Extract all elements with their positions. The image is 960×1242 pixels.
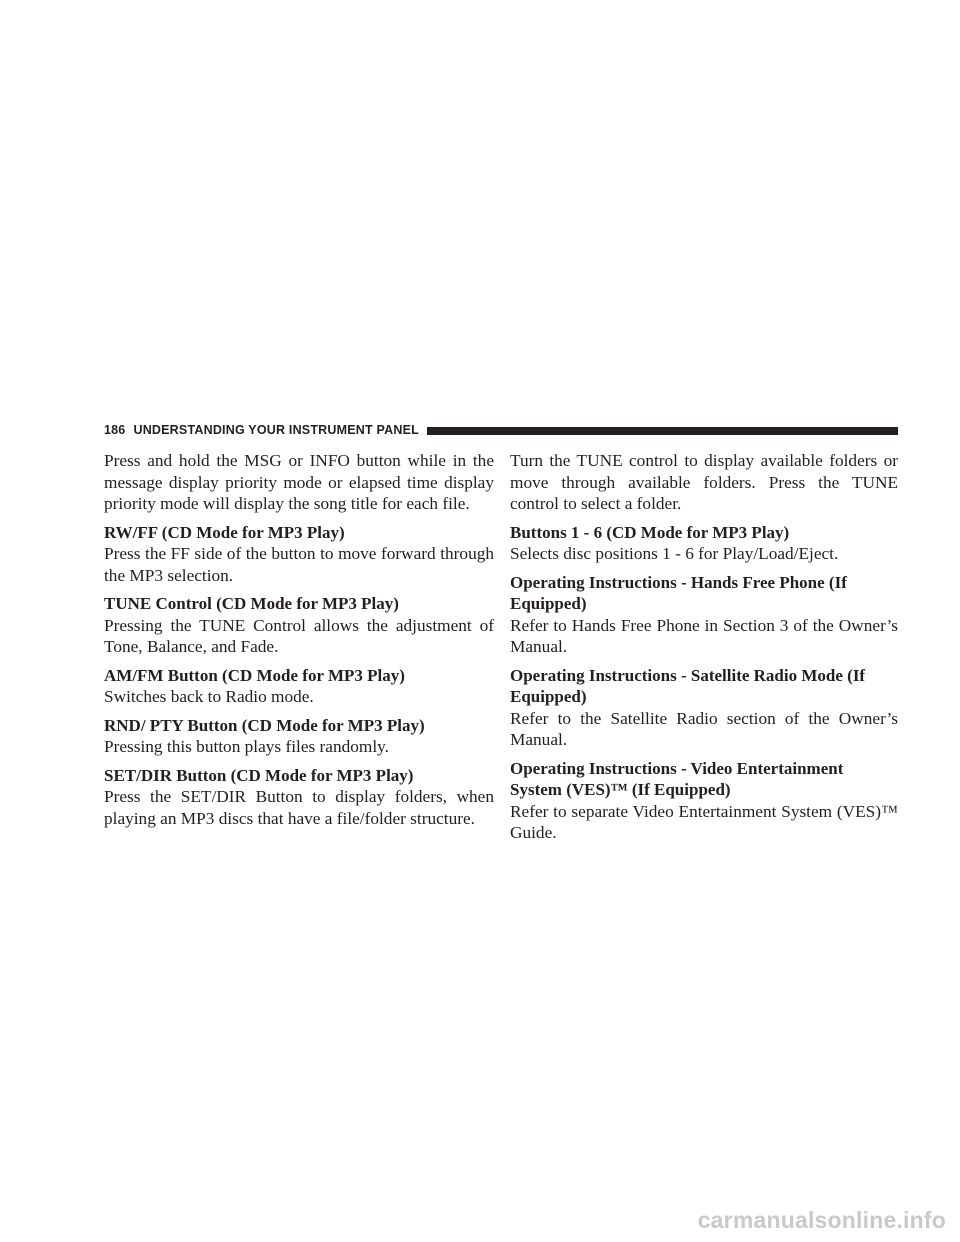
paragraph: Switches back to Radio mode. — [104, 687, 314, 706]
section-heading: Buttons 1 - 6 (CD Mode for MP3 Play) — [510, 522, 790, 542]
watermark: carmanualsonline.info — [697, 1207, 946, 1233]
section-rw-ff — [104, 522, 494, 587]
section-video-entertainment — [510, 758, 898, 844]
paragraph: Refer to separate Video Entertainment System (VES)™ Guide. — [510, 801, 898, 842]
page-header — [104, 420, 898, 440]
paragraph: Turn the TUNE control to display available folders or move through available folders. Press the TUNE control to select a folder. — [510, 451, 898, 513]
section-heading: AM/FM Button (CD Mode for MP3 Play) — [104, 665, 405, 685]
paragraph: Press and hold the MSG or INFO button while in the message display priority mode or elapsed time display priority mode will display the song title for each file. — [104, 451, 494, 513]
paragraph: Refer to Hands Free Phone in Section 3 of the Owner’s Manual. — [510, 615, 898, 656]
right-column — [510, 450, 898, 851]
paragraph: Refer to the Satellite Radio section of the Owner’s Manual. — [510, 708, 898, 749]
section-heading: Operating Instructions - Hands Free Phone (If Equipped) — [510, 572, 847, 613]
paragraph: Selects disc positions 1 - 6 for Play/Load/Eject. — [510, 544, 839, 563]
section-heading: Operating Instructions - Video Entertainment System (VES)™ (If Equipped) — [510, 758, 844, 799]
header-rule — [427, 427, 898, 435]
section-heading: TUNE Control (CD Mode for MP3 Play) — [104, 594, 399, 613]
paragraph: Pressing the TUNE Control allows the adjustment of Tone, Balance, and Fade. — [104, 615, 494, 656]
paragraph: Press the SET/DIR Button to display folders, when playing an MP3 discs that have a file/folder structure. — [104, 787, 494, 828]
section-buttons-1-6 — [510, 522, 898, 565]
section-tune-control — [104, 593, 494, 658]
section-set-dir — [104, 765, 494, 830]
paragraph: Press the FF side of the button to move forward through the MP3 selection. — [104, 544, 494, 585]
section-hands-free-phone — [510, 572, 898, 658]
page-number: 186 — [104, 423, 126, 437]
tune-paragraph-block — [510, 450, 898, 515]
section-rnd-pty — [104, 715, 494, 758]
section-title: UNDERSTANDING YOUR INSTRUMENT PANEL — [133, 423, 419, 437]
intro-paragraph-block — [104, 450, 494, 515]
section-heading: RW/FF (CD Mode for MP3 Play) — [104, 522, 345, 542]
paragraph: Pressing this button plays files randomly. — [104, 737, 389, 756]
section-heading: Operating Instructions - Satellite Radio Mode (If Equipped) — [510, 665, 866, 706]
section-heading: SET/DIR Button (CD Mode for MP3 Play) — [104, 765, 414, 785]
left-column — [104, 450, 494, 836]
section-am-fm — [104, 665, 494, 708]
section-heading: RND/ PTY Button (CD Mode for MP3 Play) — [104, 715, 425, 735]
section-satellite-radio — [510, 665, 898, 751]
